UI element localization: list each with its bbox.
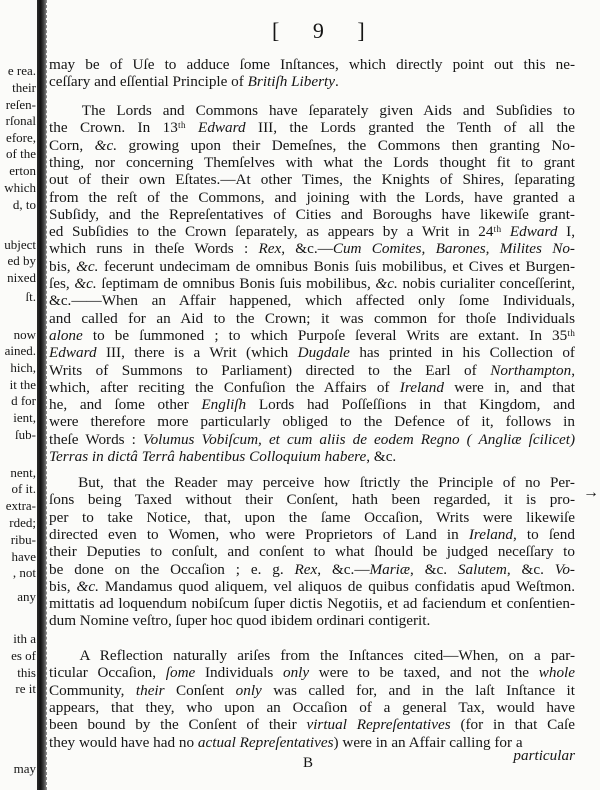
text-line (49, 448, 575, 465)
text-line (49, 102, 575, 119)
text-line (49, 474, 575, 491)
margin-fragment: ith a (13, 631, 36, 646)
margin-fragment: d, to (12, 197, 36, 212)
page-number: [ 9 ] (272, 18, 379, 43)
roman-text: ceſſary and eſſential Principle of (49, 73, 248, 91)
roman-text: per to take Notice, that, upon the ſame Occaſion, Writs were likewiſe (49, 508, 575, 526)
gutter-edge (46, 0, 48, 790)
roman-text: were therefore more particularly obliged to the Defence of it, follows in (49, 413, 575, 431)
roman-text: A Reflection naturally ariſes from the Inſtances cited—When, on a par- (49, 647, 575, 664)
margin-fragment: rded; (9, 515, 36, 530)
italic-text: Vo- (554, 560, 575, 578)
text-line (49, 73, 575, 90)
roman-text: , &c. (506, 560, 555, 578)
text-line (49, 716, 575, 733)
margin-fragment: have (11, 549, 36, 564)
roman-text: be done on the Occaſion ; e. g. (49, 560, 295, 578)
roman-text: nobis curialiter conceſſerint (402, 275, 572, 292)
roman-text: they would have had no (49, 733, 198, 751)
roman-text: mittatis ad loquendum nobiſcum ſuper dictis Negotiis, et ad faciendum et conſentien- (49, 595, 575, 613)
roman-text: been bound by the Conſent of their (49, 716, 307, 734)
text-line (49, 344, 575, 361)
text-line (49, 664, 575, 681)
roman-text: , to ſend (512, 525, 575, 543)
italic-text: alone (49, 326, 83, 344)
margin-fragment: e rea. (7, 63, 36, 78)
roman-text: The Lords and Commons have ſeparately given Aids and Subſidies to (49, 102, 575, 119)
margin-fragment: may (13, 761, 36, 776)
margin-fragment: re it (15, 681, 36, 696)
margin-fragment: d for (11, 393, 36, 408)
roman-text: which runs in theſe Words : (49, 240, 259, 258)
roman-text: III, the Lords granted the Tenth of all the (245, 119, 575, 137)
roman-text: thing, nor concerning Themſelves with what the Lords thought fit to grant (49, 153, 575, 171)
text-line (49, 119, 575, 136)
roman-text: (for in that Caſe (450, 716, 575, 734)
italic-text: Edward (509, 223, 558, 241)
italic-text: Rex (258, 240, 282, 258)
italic-text: Cum Comites, Barones, Milites No- (332, 240, 575, 258)
margin-fragment: which (4, 180, 36, 195)
roman-text: Community, (49, 681, 136, 699)
text-line (49, 275, 575, 292)
italic-text: actual Repreſentatives (197, 733, 334, 751)
margin-fragment: ient, (13, 410, 36, 425)
roman-text: bis (49, 257, 67, 275)
text-line (49, 56, 575, 73)
italic-text: Dugdale (297, 344, 350, 362)
roman-text: dum Nomine veſtro, ſuper hoc quod ibidem ordinari contigerit. (49, 612, 431, 630)
roman-text: . (334, 73, 339, 91)
italic-text: , &c. (66, 577, 105, 595)
roman-text: their Deputies to conſult, and conſent to what ſhould be judged neceſſary to (49, 543, 575, 561)
italic-text: only (235, 681, 262, 699)
text-line (49, 509, 575, 526)
roman-text: and called for an Aid to the Crown; it was common for thoſe Individuals (49, 309, 575, 327)
italic-text: , &c. (65, 275, 102, 292)
roman-text: were to be taxed, and not the (309, 664, 539, 682)
text-line (49, 413, 575, 430)
italic-text: Engliſh (201, 396, 247, 414)
text-line (49, 171, 575, 188)
text-line (49, 526, 575, 543)
margin-fragment: now (13, 327, 36, 342)
text-line (49, 362, 575, 379)
italic-text: Ireland (468, 525, 513, 543)
roman-text: ſons being Taxed without their Conſent, hath been regarded, it is pro- (49, 491, 575, 509)
italic-text: , &c. (366, 275, 403, 292)
roman-text: &c.——When an Affair happened, which affected only ſome Individuals, (49, 292, 575, 310)
roman-text: ed Subſidies to the Crown ſeparately, as appears by a Writ in 24ᵗʰ (49, 223, 510, 241)
text-line (49, 240, 575, 257)
text-line (49, 578, 575, 595)
roman-text: Conſent (164, 681, 236, 699)
text-line (49, 206, 575, 223)
text-line (49, 612, 575, 629)
roman-text: growing upon their Demeſnes, the Commons then granting No- (117, 136, 576, 154)
roman-text: ſes (49, 275, 66, 292)
text-line (49, 595, 575, 612)
italic-text: Ireland (399, 378, 444, 396)
roman-text: Lords had Poſſeſſions in that Kingdom, and (246, 396, 575, 414)
text-line (49, 154, 575, 171)
text-line (49, 682, 575, 699)
margin-fragment: this (17, 665, 36, 680)
italic-text: Northampton (490, 361, 572, 379)
book-binding-gutter (37, 0, 46, 790)
text-line (49, 699, 575, 716)
catchword-text: particular (513, 747, 575, 764)
margin-fragment: erton (9, 163, 36, 178)
margin-fragment: reſen- (5, 97, 36, 112)
text-line (49, 561, 575, 578)
text-line (49, 292, 575, 309)
roman-text: ticular Occaſion, (49, 664, 166, 682)
italic-text: Edward (49, 344, 97, 362)
roman-text: directed even to Women, who were Proprietors of Land in (49, 525, 469, 543)
italic-text: &c. (94, 136, 118, 154)
roman-text: were in, and that (443, 378, 575, 396)
italic-text: only (282, 664, 310, 682)
margin-fragment: any (17, 589, 36, 604)
italic-text: Rex (294, 560, 318, 578)
italic-text: Edward (198, 119, 246, 137)
margin-fragment: it the (9, 377, 36, 392)
margin-fragment: nixed (7, 270, 36, 285)
roman-text: But, that the Reader may perceive how ſtrictly the Principle of no Per- (49, 474, 575, 491)
roman-text: the Crown. In 13ᵗʰ (49, 119, 199, 137)
margin-fragment: ribu- (10, 532, 36, 547)
roman-text: he, and ſome other (49, 396, 202, 414)
text-line (49, 189, 575, 206)
margin-fragment: es of (11, 648, 36, 663)
margin-fragment: of it. (11, 481, 36, 496)
text-line (49, 137, 575, 154)
roman-text: to be ſummoned ; to which Purpoſe ſeveral Writs are extant. In 35ᵗʰ (82, 326, 575, 344)
margin-fragment: of the (6, 146, 36, 161)
roman-text: out of their own Eſtates.—At other Times, the Knights of Shires, ſeparating (49, 171, 575, 189)
margin-fragment: hich, (10, 360, 36, 375)
italic-text: Britiſh Liberty (247, 73, 335, 91)
text-line (49, 327, 575, 344)
italic-text: Volumus Vobiſcum, et cum aliis de eodem Regno ( Angliæ ſcilicet) (142, 430, 575, 448)
text-line (49, 647, 575, 664)
italic-text: Terras in dictâ Terrâ habentibus Colloquium habere (49, 448, 367, 465)
italic-text: Mariæ (369, 560, 411, 578)
margin-fragment: nent, (10, 465, 36, 480)
roman-text: , &c.— (317, 560, 370, 578)
text-line (49, 379, 575, 396)
margin-fragment: ained. (4, 343, 36, 358)
margin-fragment: extra- (5, 498, 36, 513)
roman-text: I, (557, 223, 575, 241)
margin-fragment: ed by (7, 253, 36, 268)
margin-fragment: ubject (4, 237, 36, 252)
roman-text: III, there is a Writ (which (96, 344, 298, 362)
text-line (49, 396, 575, 413)
roman-text: Writs of Summons to Parliament) directed to the Earl of (49, 361, 491, 379)
margin-fragment: ſt. (25, 289, 36, 304)
italic-text: virtual Repreſentatives (306, 716, 451, 734)
text-line (49, 223, 575, 240)
roman-text: appears, that they, who upon an Occaſion of a general Tax, would have (49, 698, 575, 716)
italic-text: whole (538, 664, 576, 682)
roman-text: , &c. (410, 560, 458, 578)
text-line (49, 491, 575, 508)
margin-arrow-mark: → (583, 484, 599, 501)
text-line (49, 310, 575, 327)
roman-text: which, after reciting the Confuſion the Affairs of (49, 378, 400, 396)
roman-text: theſe Words : (49, 430, 143, 448)
margin-fragment: their (12, 80, 36, 95)
roman-text: ſeptimam de omnibus Bonis ſuis mobilibus (101, 275, 367, 292)
roman-text: Individuals (195, 664, 283, 682)
roman-text: , &c. (366, 448, 397, 465)
italic-text: their (135, 681, 165, 699)
roman-text: bis (49, 577, 67, 595)
text-line (49, 258, 575, 275)
roman-text: Corn, (49, 136, 95, 154)
catchword (49, 747, 575, 764)
margin-fragment: rſonal (5, 113, 36, 128)
roman-text: has printed in his Collection of (349, 344, 575, 362)
margin-fragment: efore, (6, 130, 36, 145)
signature-mark: B (303, 755, 314, 771)
text-line (49, 543, 575, 560)
roman-text: fecerunt undecimam de omnibus Bonis ſuis mobilibus, et Cives et Burgen- (104, 257, 576, 275)
margin-fragment: ſub- (15, 427, 36, 442)
roman-text: Subſidy, and the Repreſentatives of Cities and Boroughs have likewiſe grant- (49, 205, 575, 223)
roman-text: , (571, 361, 575, 379)
italic-text: , &c. (66, 257, 105, 275)
text-line (49, 431, 575, 448)
italic-text: Salutem (457, 560, 507, 578)
margin-fragment: , not (12, 565, 36, 580)
roman-text: , &c.— (281, 240, 333, 258)
roman-text: was called for, and in the laſt Inſtance it (261, 681, 575, 699)
italic-text: , (571, 275, 576, 292)
italic-text: ſome (165, 664, 196, 682)
roman-text: from the reſt of the Commons, and joining with the Lords, have granted a (49, 188, 575, 206)
roman-text: may be of Uſe to adduce ſome Inſtances, which directly point out this ne- (49, 56, 575, 73)
roman-text: Mandamus quod aliquem, vel aliquos de quibus confidatis apud Weſtmon. (104, 577, 575, 595)
roman-text: ) were in an Affair calling for a (333, 733, 523, 751)
